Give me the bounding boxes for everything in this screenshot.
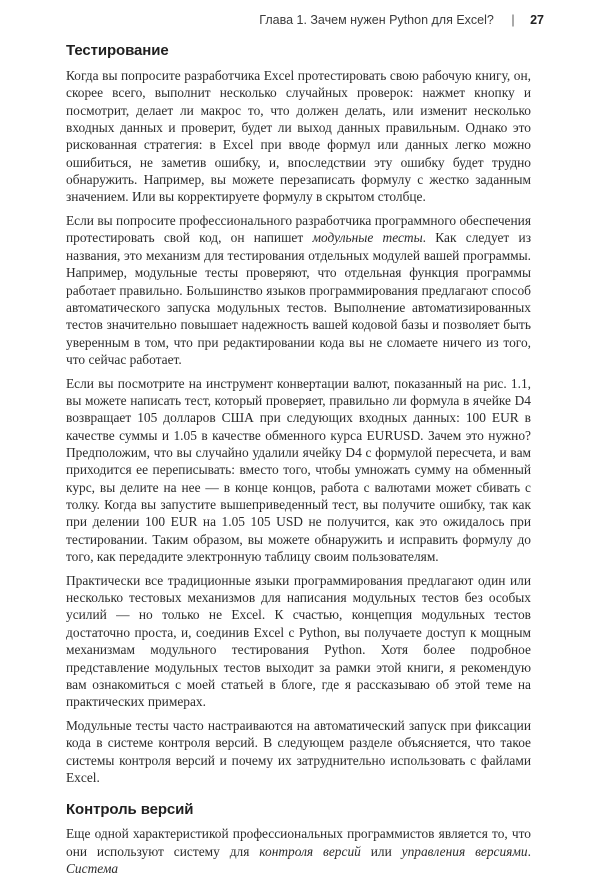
text-run: или [360,843,402,859]
page-body [66,41,531,884]
paragraph [66,572,531,711]
emphasized-term: управления версиями [401,843,528,859]
section-heading-version-control: Контроль версий [66,801,194,819]
text-run: Если вы посмотрите на инструмент конвертации валют, показанный на рис. 1.1, вы можете написать тест, который проверяет, правильно ли формула в ячейке D4 возвращает 105 долларов США при следующих входных данных: 100 EUR в качестве суммы и 1.05 в качестве обменного курса EURUSD. Зачем это нужно? Предположим, что вы случайно удалили ячейку D4 с формулой пересчета, и вам приходится ее переписывать: вместо того, чтобы умножать сумму на обменный курс, вы делите на нее — в конце концов, работа с валютами может сбивать с толку. Когда вы запустите вышеприведенный тест, вы получите ошибку, так как при делении 100 EUR на 1.05 105 USD не получится, как это ожидалось при тестировании. Таким образом, вы можете обнаружить и исправить формулу до того, как передадите электронную таблицу своим пользователям. [66,375,531,565]
paragraph [66,717,531,786]
text-run: Когда вы попросите разработчика Excel протестировать свою рабочую книгу, он, скорее всего, выполнит несколько случайных проверок: нажмет кнопку и посмотрит, делает ли макрос то, что должен делать, или изменит несколько входных данных и проверит, будет ли выход данных правильным. Однако это рискованная стратегия: в Excel при вводе формул или данных легко можно ошибиться, не заметив ошибку, и, впоследствии эту ошибку будет трудно обнаружить. Например, вы можете перезаписать формулу с жестко заданным значением. Или вы корректируете формулу в скрытом столбце. [66,68,531,205]
text-run: Если вы попросите профессионального разработчика программного обеспечения протестировать свой код, он напишет [66,213,531,246]
emphasized-term: контроля версий [259,843,361,859]
text-run: . Как следует из названия, это механизм для тестирования отдельных модулей вашей программы. Например, модульные тесты проверяют, что отдельная функция программы работает правильно. Большинство языков программирования предлагают способ автоматического запуска модульных тестов. Выполнение автоматизированных тестов значительно повышает надежность вашей кодовой базы и позволяет быть уверенным в том, что при редактировании кода вы не сломаете ничего из того, что сейчас работает. [66,230,531,367]
emphasized-term: модульные тесты [312,230,423,246]
text-run: . [527,843,531,859]
running-head [259,13,544,27]
paragraph [66,212,531,368]
text-run: Модульные тесты часто настраиваются на автоматический запуск при фиксации кода в системе контроля версий. В следующем разделе объясняется, что такое системы контроля версий и почему их затруднительно использовать с файлами Excel. [66,717,531,785]
emphasized-term: Система [66,861,119,876]
paragraph [66,67,531,206]
header-separator: | [511,13,515,27]
paragraph [66,375,531,566]
section-heading-testing: Тестирование [66,42,169,59]
chapter-title: Глава 1. Зачем нужен Python для Excel? [259,13,494,27]
text-run: Практически все традиционные языки программирования предлагают один или несколько тестовых механизмов для написания модульных тестов без особых усилий — но только не Excel. К счастью, концепция модульных тестов достаточно проста, и, соединив Excel с Python, вы получаете доступ к мощным механизмам модульного тестирования Python. Хотя более подробное представление модульных тестов выходит за рамки этой книги, я рекомендую вам ознакомиться с моей статьей в блоге, где я рассказываю об этой теме на практических примерах. [66,572,531,710]
paragraph [66,825,531,877]
page-number: 27 [530,13,544,27]
text-run: Еще одной характеристикой профессиональных программистов является то, что они используют систему для [66,826,531,859]
